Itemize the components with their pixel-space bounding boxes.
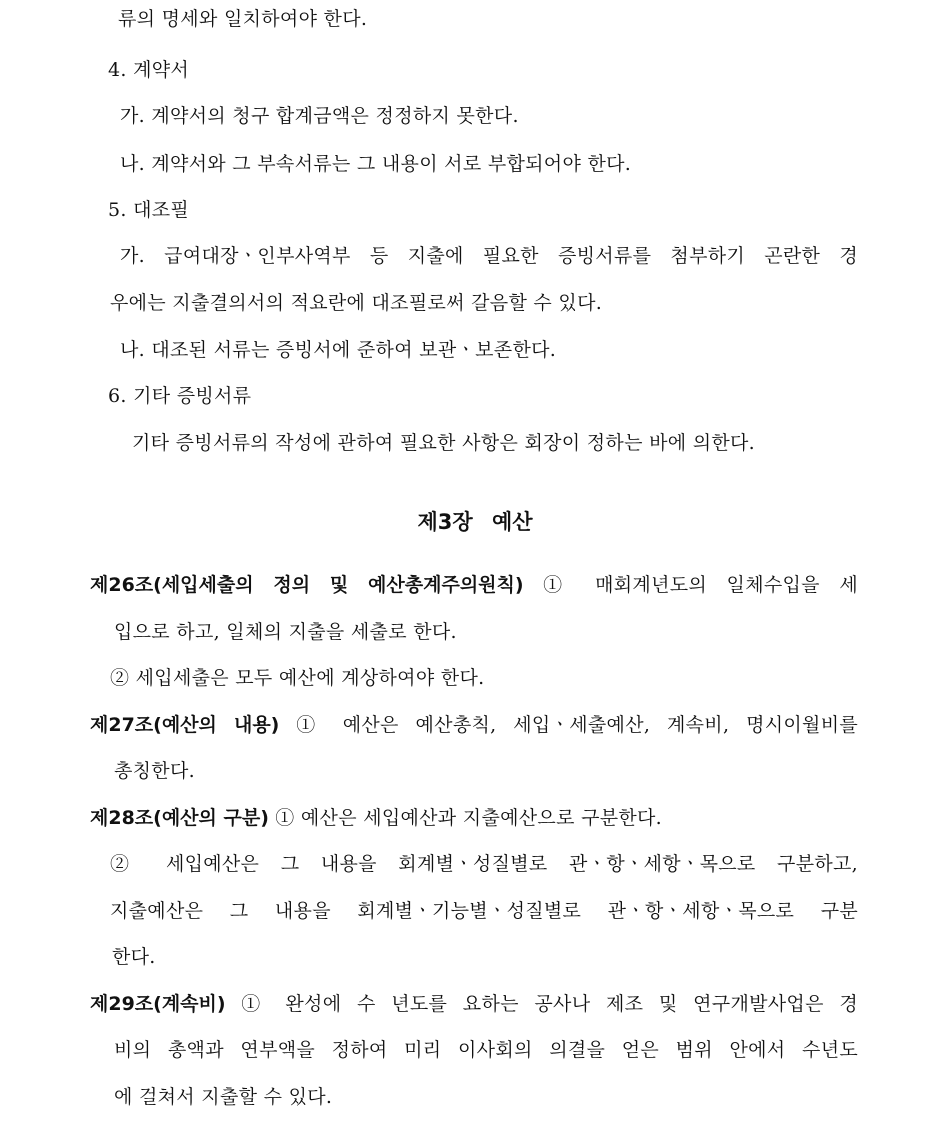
article-27-line-1 <box>90 712 858 738</box>
section-4-heading: 4. 계약서 <box>108 59 190 81</box>
article-27-title: 제27조(예산의 내용) <box>90 714 280 736</box>
section-4-item-ga: 가. 계약서의 청구 합계금액은 정정하지 못한다. <box>120 105 519 127</box>
article-28-paragraph-1: ① 예산은 세입예산과 지출예산으로 구분한다. <box>275 807 663 829</box>
article-27-paragraph-1-start: ① 예산은 예산총칙, 세입ㆍ세출예산, 계속비, 명시이월비를 <box>296 714 859 736</box>
article-29-line-2: 비의 총액과 연부액을 정하여 미리 이사회의 의결을 얻은 범위 안에서 수년도 <box>114 1039 858 1061</box>
section-5-item-na: 나. 대조된 서류는 증빙서에 준하여 보관ㆍ보존한다. <box>120 339 557 361</box>
article-29-line-1 <box>90 991 858 1017</box>
article-26-title: 제26조(세입세출의 정의 및 예산총계주의원칙) <box>90 574 524 596</box>
section-4-item-na: 나. 계약서와 그 부속서류는 그 내용이 서로 부합되어야 한다. <box>120 153 632 175</box>
article-29-line-3: 에 걸쳐서 지출할 수 있다. <box>114 1086 333 1108</box>
article-28-paragraph-2-line-1: ② 세입예산은 그 내용을 회계별ㆍ성질별로 관ㆍ항ㆍ세항ㆍ목으로 구분하고, <box>110 853 858 875</box>
paragraph-line: 류의 명세와 일치하여야 한다. <box>118 8 368 30</box>
article-26-paragraph-2: ② 세입세출은 모두 예산에 계상하여야 한다. <box>110 667 485 689</box>
article-28-paragraph-2-line-3: 한다. <box>112 946 156 968</box>
article-29-title: 제29조(계속비) <box>90 993 226 1015</box>
article-26-paragraph-1-start: ① 매회계년도의 일체수입을 세 <box>543 574 859 596</box>
section-5-item-ga-line-2: 우에는 지출결의서의 적요란에 대조필로써 갈음할 수 있다. <box>110 292 603 314</box>
article-26-line-2: 입으로 하고, 일체의 지출을 세출로 한다. <box>114 621 457 643</box>
article-27-line-2: 총칭한다. <box>114 760 195 782</box>
article-28-title: 제28조(예산의 구분) <box>90 807 269 829</box>
article-29-paragraph-1-start: ① 완성에 수 년도를 요하는 공사나 제조 및 연구개발사업은 경 <box>241 993 858 1015</box>
section-5-item-ga-line-1: 가. 급여대장ㆍ인부사역부 등 지출에 필요한 증빙서류를 첨부하기 곤란한 경 <box>120 245 858 267</box>
article-28-line-1 <box>90 805 662 831</box>
chapter-title: 제3장 예산 <box>417 510 533 534</box>
article-26-line-1 <box>90 572 858 598</box>
section-5-heading: 5. 대조필 <box>108 199 190 221</box>
section-6-body: 기타 증빙서류의 작성에 관하여 필요한 사항은 회장이 정하는 바에 의한다. <box>132 432 756 454</box>
section-6-heading: 6. 기타 증빙서류 <box>108 385 252 407</box>
article-28-paragraph-2-line-2: 지출예산은 그 내용을 회계별ㆍ기능별ㆍ성질별로 관ㆍ항ㆍ세항ㆍ목으로 구분 <box>110 900 858 922</box>
